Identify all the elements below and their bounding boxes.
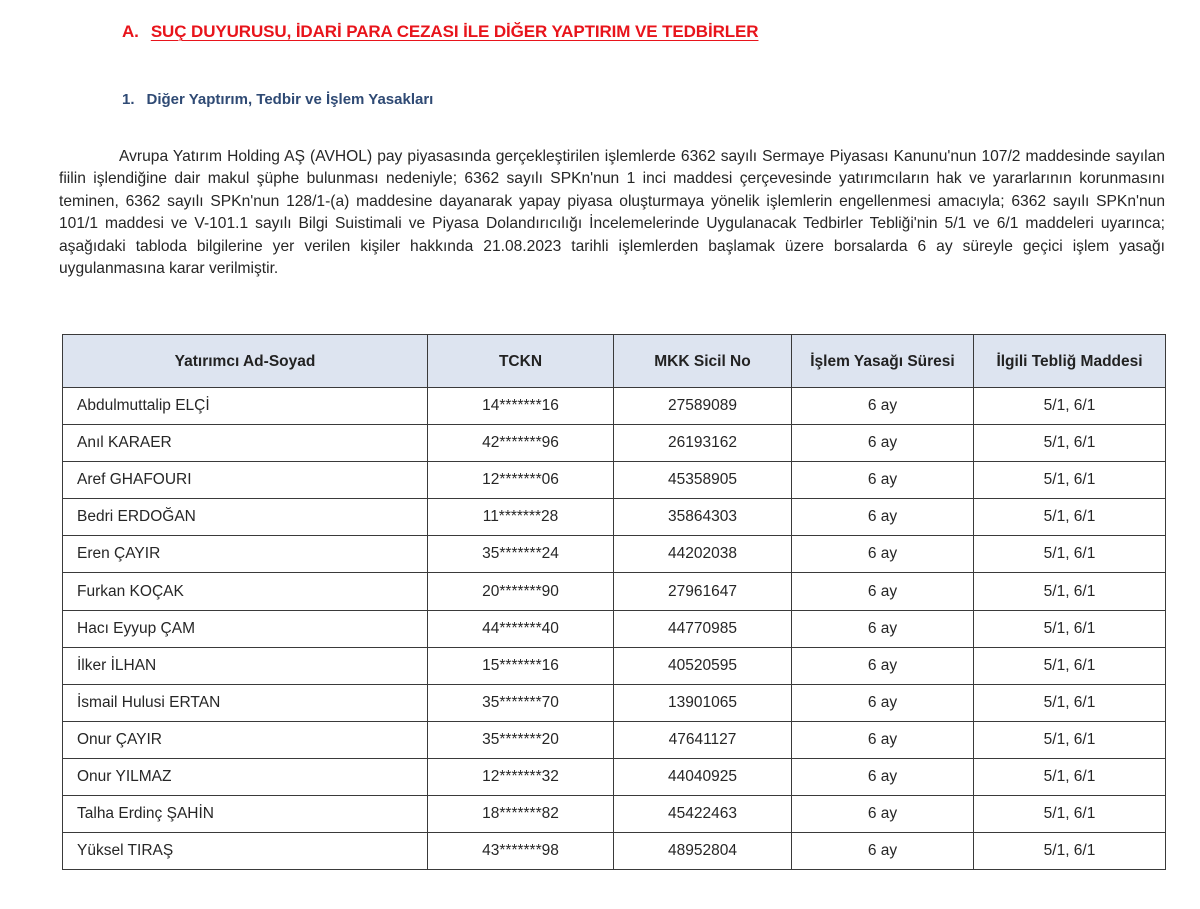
cell-ban-duration: 6 ay — [792, 499, 974, 536]
table-row — [63, 647, 1166, 684]
cell-investor-name: Furkan KOÇAK — [63, 573, 428, 610]
table-row — [63, 499, 1166, 536]
cell-mkk-registry-no: 45422463 — [614, 796, 792, 833]
cell-ban-duration: 6 ay — [792, 647, 974, 684]
cell-tckn: 35*******20 — [428, 721, 614, 758]
cell-related-article: 5/1, 6/1 — [974, 573, 1166, 610]
cell-investor-name: Onur ÇAYIR — [63, 721, 428, 758]
cell-ban-duration: 6 ay — [792, 610, 974, 647]
cell-related-article: 5/1, 6/1 — [974, 536, 1166, 573]
cell-mkk-registry-no: 48952804 — [614, 833, 792, 870]
section-label: A. — [122, 22, 139, 41]
cell-ban-duration: 6 ay — [792, 536, 974, 573]
cell-investor-name: Aref GHAFOURI — [63, 462, 428, 499]
cell-tckn: 35*******24 — [428, 536, 614, 573]
section-title-text: SUÇ DUYURUSU, İDARİ PARA CEZASI İLE DİĞER YAPTIRIM VE TEDBİRLER — [150, 22, 759, 41]
cell-tckn: 12*******32 — [428, 758, 614, 795]
table-row — [63, 796, 1166, 833]
cell-investor-name: Talha Erdinç ŞAHİN — [63, 796, 428, 833]
cell-related-article: 5/1, 6/1 — [974, 425, 1166, 462]
table-header-row — [63, 335, 1166, 388]
cell-investor-name: Eren ÇAYIR — [63, 536, 428, 573]
cell-ban-duration: 6 ay — [792, 833, 974, 870]
cell-related-article: 5/1, 6/1 — [974, 610, 1166, 647]
decision-paragraph: Avrupa Yatırım Holding AŞ (AVHOL) pay piyasasında gerçekleştirilen işlemlerde 6362 sayılı Sermaye Piyasası Kanunu'nun 107/2 maddesinde sayılan fiilin işlendiğine dair makul şüphe bulunması nedeniyle; 6362 sayılı SPKn'nun 1 inci maddesi çerçevesinde yatırımcıların hak ve yararlarının korunmasını teminen, 6362 sayılı SPKn'nun 128/1-(a) maddesine dayanarak yapay piyasa oluşturmaya yönelik işlemlerin engellenmesi amacıyla; 6362 sayılı SPKn'nun 101/1 maddesi ve V-101.1 sayılı Bilgi Suistimali ve Piyasa Dolandırıcılığı İncelemelerinde Uygulanacak Tedbirler Tebliği'nin 5/1 ve 6/1 maddeleri uyarınca; aşağıdaki tabloda bilgilerine yer verilen kişiler hakkında 21.08.2023 tarihli işlemlerden başlamak üzere borsalarda 6 ay süreyle geçici işlem yasağı uygulanmasına karar verilmiştir. — [59, 147, 1165, 278]
cell-related-article: 5/1, 6/1 — [974, 796, 1166, 833]
cell-ban-duration: 6 ay — [792, 462, 974, 499]
cell-mkk-registry-no: 26193162 — [614, 425, 792, 462]
cell-investor-name: Abdulmuttalip ELÇİ — [63, 388, 428, 425]
section-heading — [122, 22, 758, 42]
cell-mkk-registry-no: 47641127 — [614, 721, 792, 758]
cell-ban-duration: 6 ay — [792, 573, 974, 610]
table-row — [63, 721, 1166, 758]
cell-related-article: 5/1, 6/1 — [974, 462, 1166, 499]
cell-investor-name: İlker İLHAN — [63, 647, 428, 684]
cell-related-article: 5/1, 6/1 — [974, 388, 1166, 425]
header-tckn: TCKN — [428, 335, 614, 388]
cell-investor-name: Hacı Eyyup ÇAM — [63, 610, 428, 647]
cell-investor-name: Bedri ERDOĞAN — [63, 499, 428, 536]
table-row — [63, 610, 1166, 647]
trading-ban-table — [62, 334, 1166, 870]
subsection-title-text: Diğer Yaptırım, Tedbir ve İşlem Yasakları — [146, 91, 434, 108]
cell-tckn: 18*******82 — [428, 796, 614, 833]
cell-ban-duration: 6 ay — [792, 684, 974, 721]
cell-tckn: 44*******40 — [428, 610, 614, 647]
cell-tckn: 35*******70 — [428, 684, 614, 721]
table-row — [63, 573, 1166, 610]
table-row — [63, 536, 1166, 573]
cell-tckn: 42*******96 — [428, 425, 614, 462]
cell-related-article: 5/1, 6/1 — [974, 499, 1166, 536]
header-mkk-registry-no: MKK Sicil No — [614, 335, 792, 388]
cell-ban-duration: 6 ay — [792, 796, 974, 833]
cell-tckn: 12*******06 — [428, 462, 614, 499]
cell-ban-duration: 6 ay — [792, 758, 974, 795]
header-ban-duration: İşlem Yasağı Süresi — [792, 335, 974, 388]
cell-mkk-registry-no: 45358905 — [614, 462, 792, 499]
cell-mkk-registry-no: 44770985 — [614, 610, 792, 647]
header-investor-name: Yatırımcı Ad-Soyad — [63, 335, 428, 388]
cell-mkk-registry-no: 35864303 — [614, 499, 792, 536]
subsection-heading — [122, 91, 433, 108]
cell-ban-duration: 6 ay — [792, 425, 974, 462]
cell-tckn: 43*******98 — [428, 833, 614, 870]
cell-tckn: 11*******28 — [428, 499, 614, 536]
cell-tckn: 14*******16 — [428, 388, 614, 425]
cell-investor-name: İsmail Hulusi ERTAN — [63, 684, 428, 721]
cell-ban-duration: 6 ay — [792, 721, 974, 758]
cell-mkk-registry-no: 27589089 — [614, 388, 792, 425]
subsection-number: 1. — [122, 91, 135, 108]
cell-related-article: 5/1, 6/1 — [974, 647, 1166, 684]
cell-tckn: 15*******16 — [428, 647, 614, 684]
table-row — [63, 758, 1166, 795]
cell-mkk-registry-no: 40520595 — [614, 647, 792, 684]
cell-related-article: 5/1, 6/1 — [974, 833, 1166, 870]
table-row — [63, 684, 1166, 721]
table-row — [63, 833, 1166, 870]
header-related-article: İlgili Tebliğ Maddesi — [974, 335, 1166, 388]
cell-investor-name: Yüksel TIRAŞ — [63, 833, 428, 870]
table-row — [63, 388, 1166, 425]
cell-tckn: 20*******90 — [428, 573, 614, 610]
cell-mkk-registry-no: 13901065 — [614, 684, 792, 721]
cell-mkk-registry-no: 27961647 — [614, 573, 792, 610]
cell-related-article: 5/1, 6/1 — [974, 684, 1166, 721]
table-row — [63, 462, 1166, 499]
cell-mkk-registry-no: 44202038 — [614, 536, 792, 573]
cell-related-article: 5/1, 6/1 — [974, 721, 1166, 758]
cell-related-article: 5/1, 6/1 — [974, 758, 1166, 795]
cell-investor-name: Anıl KARAER — [63, 425, 428, 462]
cell-ban-duration: 6 ay — [792, 388, 974, 425]
cell-mkk-registry-no: 44040925 — [614, 758, 792, 795]
table-row — [63, 425, 1166, 462]
cell-investor-name: Onur YILMAZ — [63, 758, 428, 795]
